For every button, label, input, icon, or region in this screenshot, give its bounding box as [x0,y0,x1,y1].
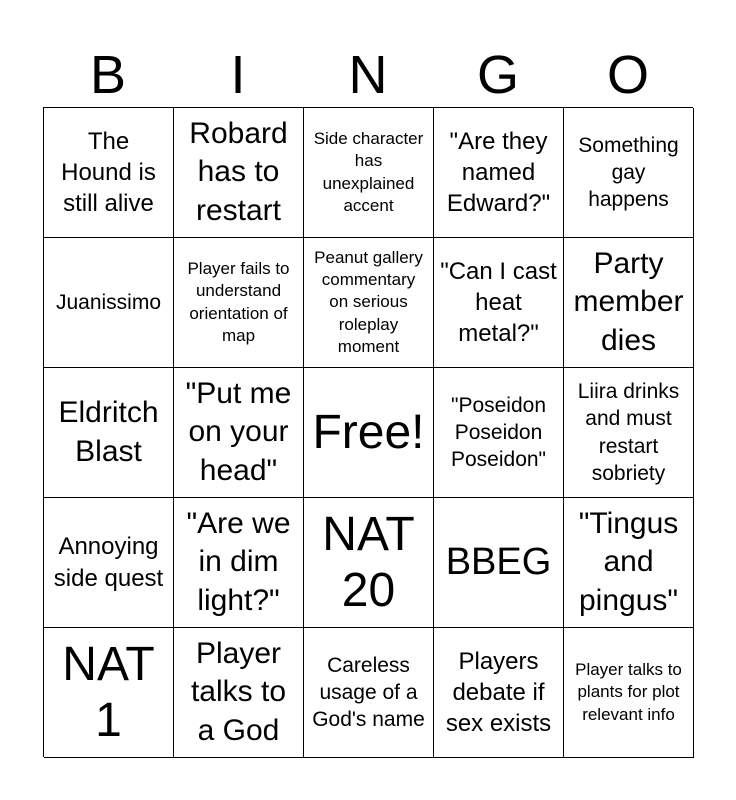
bingo-cell[interactable]: Robard has to restart [174,108,304,238]
bingo-cell[interactable]: Liira drinks and must restart sobriety [564,368,694,498]
bingo-cell[interactable]: Players debate if sex exists [434,628,564,758]
bingo-cell[interactable]: Annoying side quest [44,498,174,628]
free-space-cell[interactable]: Free! [304,368,434,498]
bingo-cell[interactable]: Player talks to plants for plot relevant info [564,628,694,758]
header-letter-g: G [476,45,519,105]
bingo-cell[interactable]: Careless usage of a God's name [304,628,434,758]
bingo-cell[interactable]: BBEG [434,498,564,628]
bingo-cell[interactable]: Player fails to understand orientation of map [174,238,304,368]
header-letter-i: I [230,45,246,105]
header-letter-n: N [348,45,388,105]
bingo-cell[interactable]: "Are we in dim light?" [174,498,304,628]
bingo-cell[interactable]: "Can I cast heat metal?" [434,238,564,368]
header-letter-b: B [89,45,127,105]
bingo-cell[interactable]: Side character has unexplained accent [304,108,434,238]
bingo-cell[interactable]: NAT 1 [44,628,174,758]
bingo-cell[interactable]: NAT 20 [304,498,434,628]
bingo-cell[interactable]: "Are they named Edward?" [434,108,564,238]
bingo-grid [43,107,693,757]
bingo-cell[interactable]: "Put me on your head" [174,368,304,498]
bingo-cell[interactable]: "Poseidon Poseidon Poseidon" [434,368,564,498]
bingo-cell[interactable]: "Tingus and pingus" [564,498,694,628]
header-letter-o: O [606,45,649,105]
bingo-cell[interactable]: Eldritch Blast [44,368,174,498]
bingo-cell[interactable]: Something gay happens [564,108,694,238]
bingo-cell[interactable]: Party member dies [564,238,694,368]
bingo-cell[interactable]: Peanut gallery commentary on serious roleplay moment [304,238,434,368]
bingo-cell[interactable]: The Hound is still alive [44,108,174,238]
bingo-cell[interactable]: Juanissimo [44,238,174,368]
bingo-header [43,44,693,106]
bingo-cell[interactable]: Player talks to a God [174,628,304,758]
